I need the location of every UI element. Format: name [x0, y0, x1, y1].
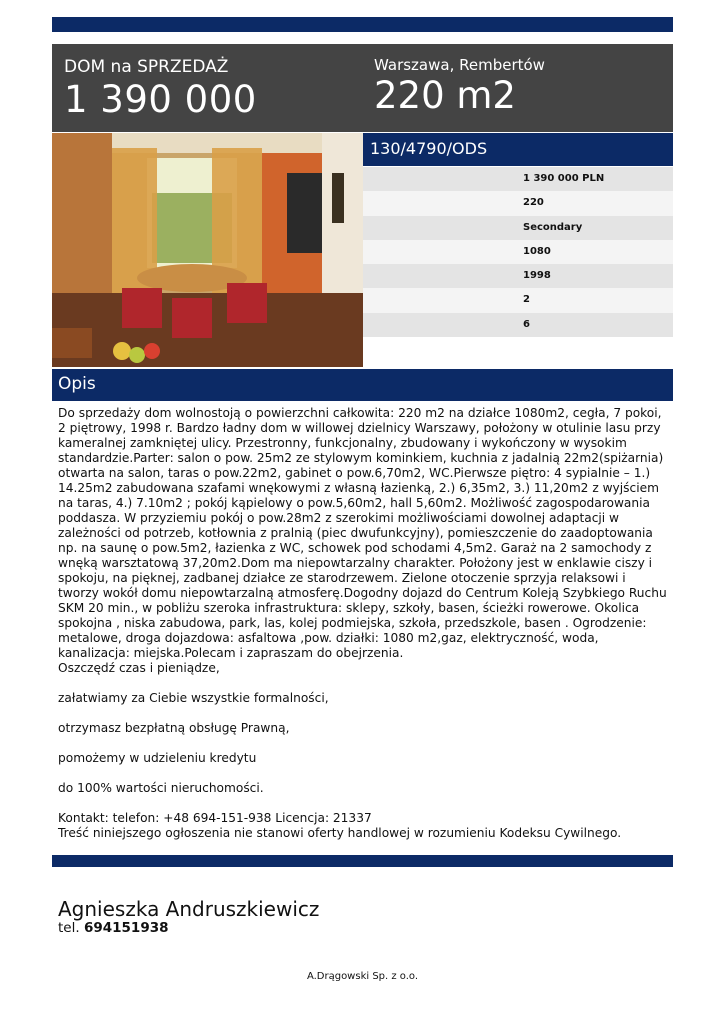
detail-rooms: 6 [523, 318, 530, 330]
listing-header [52, 44, 673, 132]
description-paragraph: do 100% wartości nieruchomości. [58, 781, 264, 795]
description-paragraph: Do sprzedaży dom wolnostoją o powierzchni całkowita: 220 m2 na działce 1080m2, cegła, 7 pokoi, 2 piętrowy, 1998 r. Bardzo ładny dom w willowej dzielnicy Warszawy, położony w otulinie lasu przy kameralnej zamkniętej ulicy. Przestronny, funkcjonalny, zbudowany i wykończony w wysokim standardzie.Parter: salon o pow. 25m2 ze stylowym kominkiem, kuchnia z jadalnią 22m2(spiżarnia) otwarta na salon, taras o pow.22m2, gabinet o pow.6,70m2, WC.Pierwsze piętro: 4 sypialnie – 1.) 14.25m2 zabudowana szafami wnękowymi z własną łazienką, 2.) 6,35m2, 3.) 11,20m2 z wyjściem na taras, 4.) 7.10m2 ; pokój kąpielowy o pow.5,60m2, hall 5,60m2. Możliwość zagospodarowania poddasza. W przyziemiu pokój o pow.28m2 z szerokimi możliwościami dowolnej adaptacji w zależności od potrzeb, kotłownia z pralnią (piec dwufunkcyjny), pomieszczenie do zaadoptowania np. na saunę o pow.5m2, łazienka z WC, schowek pod schodami 4,5m2. Garaż na 2 samochody z wnęką warsztatową 37,20m2.Dom ma niepowtarzalny charakter. Położony jest w enklawie ciszy i spokoju, na pięknej, zadbanej działce ze starodrzewem. Zielone otoczenie sprzyja relaksowi i tworzy wokół domu niepowtarzalną atmosferę.Dogodny dojazd do Centrum Koleją Szybkiego Ruchu SKM 20 min., w pobliżu szeroka infrastruktura: sklepy, szkoły, basen, ścieżki rowerowe. Okolica spokojna , niska zabudowa, park, las, kolej podmiejska, szkoła, przedszkole, basen . Ogrodzenie: metalowe, droga dojazdowa: asfaltowa ,pow. działki: 1080 m2,gaz, elektryczność, woda, kanalizacja: miejska.Polecam i zapraszam do obejrzenia. [58, 406, 667, 660]
description-paragraph: Oszczędź czas i pieniądze, [58, 661, 220, 675]
description-paragraph: Kontakt: telefon: +48 694-151-938 Licencja: 21337 [58, 811, 372, 825]
details-row [363, 191, 673, 215]
listing-type: DOM na SPRZEDAŻ [64, 57, 229, 77]
listing-area: 220 m2 [374, 74, 516, 117]
description-paragraph: Treść niniejszego ogłoszenia nie stanowi oferty handlowej w rozumieniu Kodeksu Cywilnego. [58, 826, 622, 840]
details-row [363, 240, 673, 264]
reference-number: 130/4790/ODS [370, 139, 488, 158]
top-accent-bar [52, 17, 673, 32]
reference-bar [363, 133, 673, 166]
detail-price: 1 390 000 PLN [523, 173, 605, 184]
detail-floors: 2 [523, 294, 530, 306]
description-paragraph: załatwiamy za Ciebie wszystkie formalności, [58, 691, 329, 705]
detail-area: 220 [523, 197, 544, 209]
phone-number: 694151938 [83, 920, 169, 936]
listing-price: 1 390 000 [64, 78, 257, 121]
description-header [52, 369, 673, 401]
detail-plot-size: 1080 [523, 245, 551, 257]
details-row [363, 216, 673, 240]
details-row [363, 313, 673, 337]
bottom-accent-bar [52, 855, 673, 867]
description-text [58, 406, 670, 841]
property-photo [52, 133, 363, 367]
agent-phone [58, 920, 169, 936]
detail-year: 1998 [523, 270, 551, 282]
listing-location: Warszawa, Rembertów [374, 56, 545, 74]
details-table [363, 167, 673, 337]
details-row [363, 264, 673, 288]
description-paragraph: otrzymasz bezpłatną obsługę Prawną, [58, 721, 290, 735]
details-row [363, 288, 673, 312]
details-row [363, 167, 673, 191]
agent-name: Agnieszka Andruszkiewicz [58, 897, 320, 921]
section-title: Opis [58, 374, 96, 394]
description-paragraph: pomożemy w udzieleniu kredytu [58, 751, 257, 765]
phone-label: tel. [58, 920, 80, 936]
detail-market: Secondary [523, 221, 583, 233]
company-footer: A.Drągowski Sp. z o.o. [306, 971, 419, 982]
